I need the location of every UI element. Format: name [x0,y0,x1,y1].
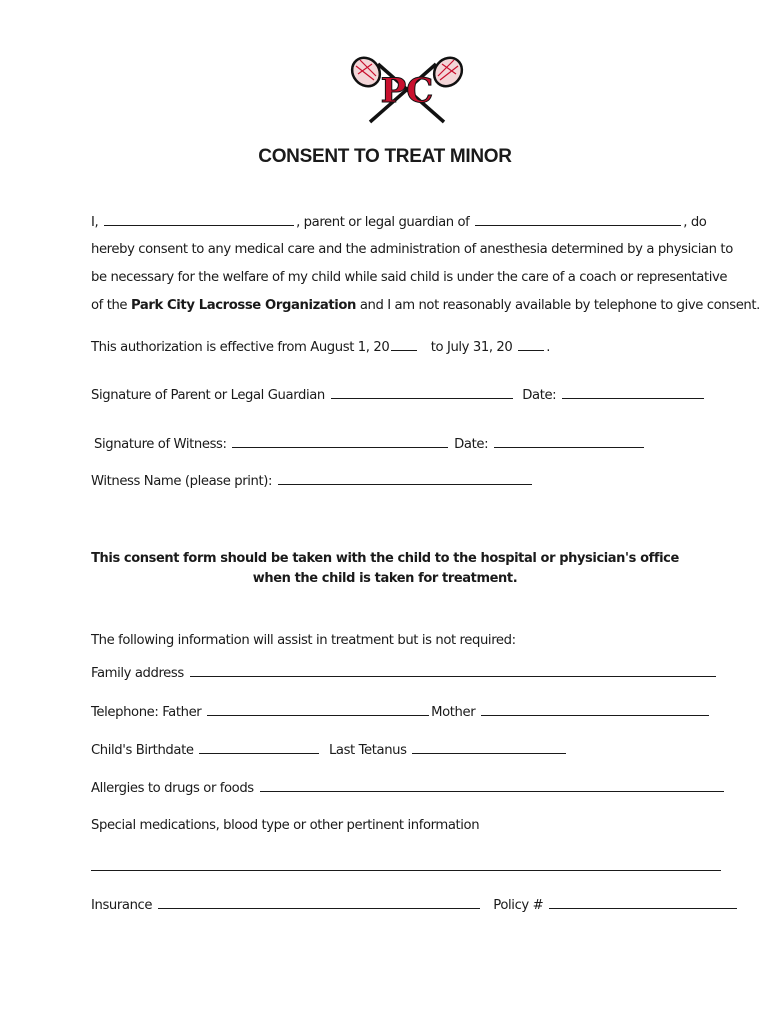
allergies-field[interactable] [260,779,724,792]
telephone-line [91,703,711,720]
witness-date-field[interactable] [494,435,644,448]
parent-signature-line [91,386,706,403]
authorization-text: . [546,340,551,355]
witness-signature-line [94,435,646,452]
parent-signature-label: Signature of Parent or Legal Guardian [91,388,325,403]
consent-line-4 [91,298,760,313]
consent-text: I, [91,215,99,230]
witness-signature-field[interactable] [232,435,448,448]
consent-text: and I am not reasonably available by telephone to give consent. [359,298,760,313]
special-info-field[interactable] [91,870,721,871]
consent-line-2: hereby consent to any medical care and the administration of anesthesia determined by a physician to [91,242,733,257]
lacrosse-logo [348,52,466,132]
witness-signature-label: Signature of Witness: [94,437,227,452]
consent-text: , parent or legal guardian of [296,215,470,230]
special-info-label: Special medications, blood type or other pertinent information [91,818,480,833]
witness-name-label: Witness Name (please print): [91,474,273,489]
logo-letters: PC [380,71,434,111]
date-label: Date: [522,388,557,403]
father-phone-field[interactable] [207,703,429,716]
notice-line-2: when the child is taken for treatment. [252,571,518,586]
organization-name: Park City Lacrosse Organization [130,298,357,313]
consent-line-3: be necessary for the welfare of my child while said child is under the care of a coach or representative [91,270,728,285]
policy-number-label: Policy # [493,898,544,913]
authorization-line [91,338,550,355]
birthdate-line [91,741,568,758]
allergies-line [91,779,726,796]
insurance-line [91,896,739,913]
insurance-field[interactable] [158,896,480,909]
allergies-label: Allergies to drugs or foods [91,781,254,796]
consent-text: of the [91,298,128,313]
notice-line-1: This consent form should be taken with the child to the hospital or physician's office [91,551,679,566]
parent-date-field[interactable] [562,386,704,399]
date-label: Date: [454,437,489,452]
authorization-text: to July 31, 20 [430,340,513,355]
birthdate-field[interactable] [199,741,319,754]
last-tetanus-label: Last Tetanus [328,743,407,758]
end-year-field[interactable] [518,338,544,351]
birthdate-label: Child's Birthdate [91,743,194,758]
witness-name-line [91,472,534,489]
witness-name-field[interactable] [278,472,532,485]
insurance-label: Insurance [91,898,153,913]
page-title: CONSENT TO TREAT MINOR [258,146,512,167]
authorization-text: This authorization is effective from August 1, 20 [91,340,390,355]
start-year-field[interactable] [391,338,417,351]
last-tetanus-field[interactable] [412,741,566,754]
consent-line-1 [91,213,706,230]
policy-number-field[interactable] [549,896,737,909]
consent-text: , do [683,215,707,230]
parent-name-field[interactable] [104,213,294,226]
child-name-field[interactable] [475,213,681,226]
family-address-field[interactable] [190,664,716,677]
father-phone-label: Telephone: Father [91,705,202,720]
parent-signature-field[interactable] [331,386,513,399]
info-intro: The following information will assist in treatment but is not required: [91,633,516,648]
family-address-line [91,664,718,681]
family-address-label: Family address [91,666,184,681]
mother-phone-field[interactable] [481,703,709,716]
mother-phone-label: Mother [431,705,476,720]
